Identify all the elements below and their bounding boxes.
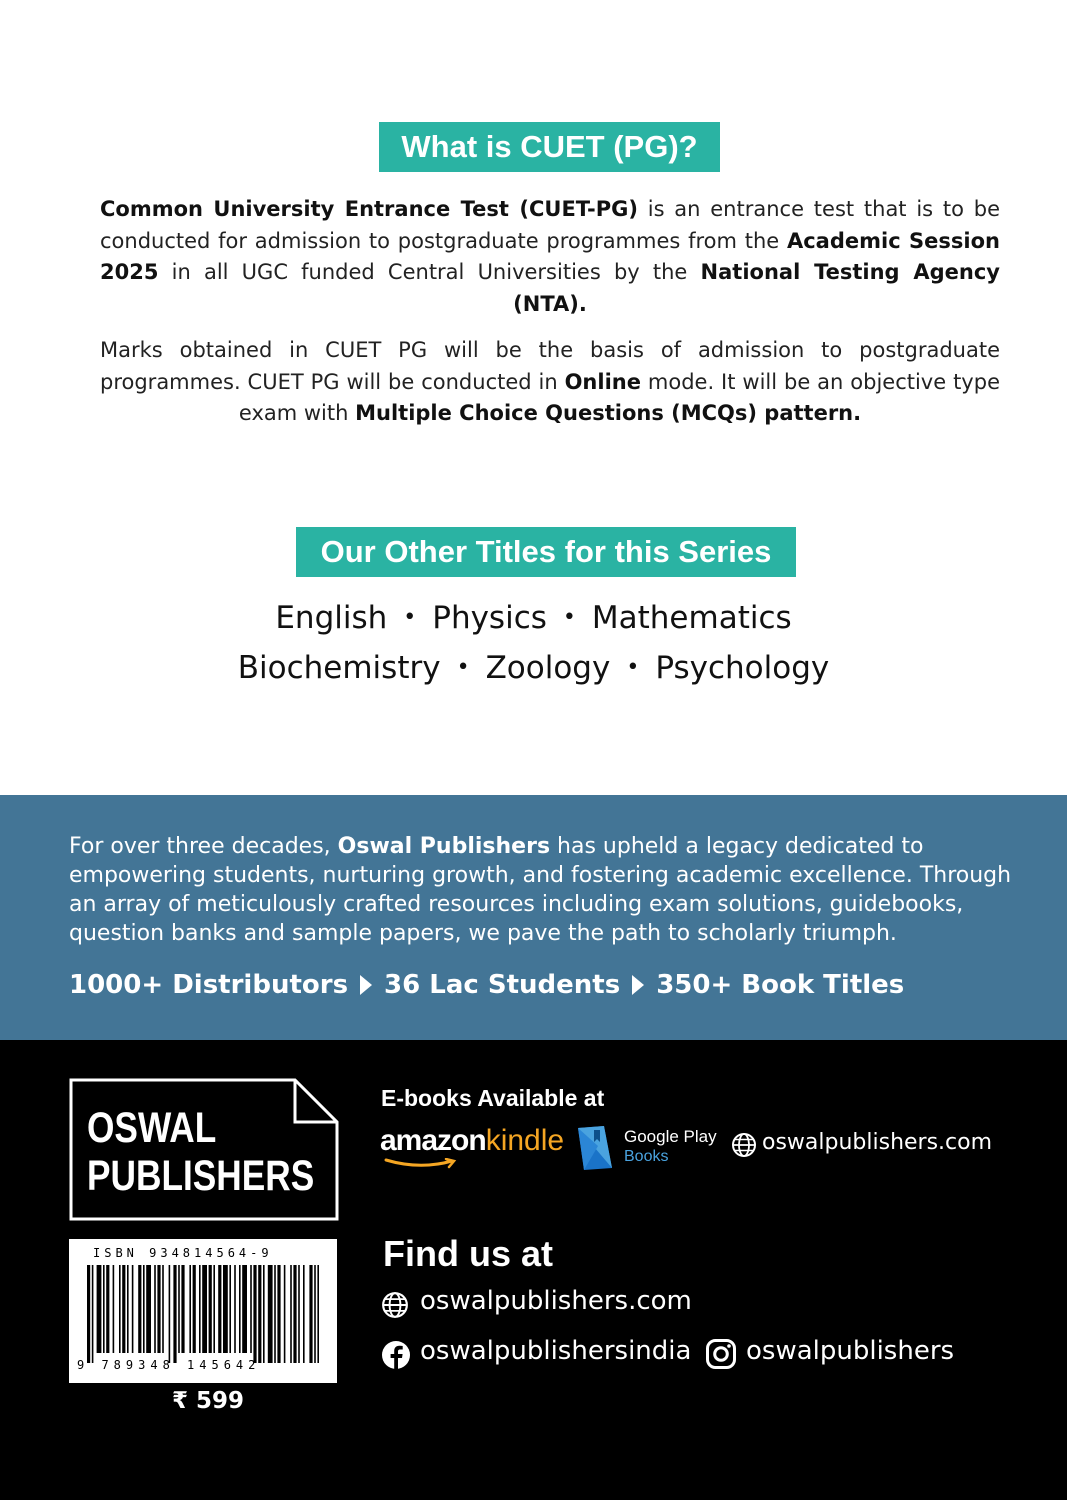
body-text: in all UGC funded Central Universities by the: [158, 260, 701, 284]
google-play-text: Google Play: [624, 1127, 717, 1146]
ebooks-heading: E-books Available at: [381, 1085, 605, 1111]
barcode-bars-icon: [87, 1265, 319, 1363]
find-us-heading: Find us at: [383, 1233, 553, 1274]
cuet-description-paragraph: [100, 194, 1000, 320]
website-link[interactable]: oswalpublishers.com: [420, 1286, 692, 1316]
amazon-smile-icon: [382, 1158, 462, 1170]
body-text: For over three decades,: [69, 834, 338, 859]
other-titles-heading-tag: Our Other Titles for this Series: [296, 527, 796, 577]
title-physics: Physics: [432, 600, 547, 636]
bold-text: Online: [564, 369, 641, 394]
barcode-digits: 9 789348 145642: [77, 1358, 261, 1372]
oswal-publishers-logo: [69, 1078, 339, 1221]
title-mathematics: Mathematics: [591, 600, 792, 636]
amazon-wordmark: amazon: [380, 1124, 486, 1157]
body-text: is an entrance test that is to be conducted for admission to postgraduate programmes from the: [100, 197, 1000, 253]
amazon-kindle-logo[interactable]: [380, 1124, 564, 1158]
bullet-separator: •: [562, 605, 576, 630]
body-text: mode. It will be an objective type exam with: [238, 369, 1000, 425]
logo-line-1: OSWAL: [87, 1104, 217, 1152]
body-text: has upheld a legacy dedicated to empowering students, nurturing growth, and fostering academic excellence. Through an array of meticulously crafted resources including exam solutions, guidebooks, question banks and sample papers, we pave the path to scholarly triumph.: [69, 834, 1012, 946]
instagram-handle-link[interactable]: oswalpublishers: [746, 1336, 955, 1366]
instagram-icon: [705, 1338, 737, 1370]
title-zoology: Zoology: [485, 650, 611, 686]
kindle-wordmark: kindle: [485, 1124, 565, 1157]
bullet-separator: •: [626, 655, 640, 680]
cuet-marks-paragraph: [100, 335, 1000, 430]
isbn-barcode: [69, 1239, 337, 1383]
bold-text: Common University Entrance Test (CUET-PG): [100, 197, 638, 221]
stat-students: 36 Lac Students: [384, 970, 621, 1000]
title-psychology: Psychology: [655, 650, 830, 686]
facebook-handle-link[interactable]: oswalpublishersindia: [420, 1336, 692, 1366]
facebook-icon: [381, 1340, 411, 1370]
series-titles-row-1: [0, 600, 1067, 636]
stat-distributors: 1000+ Distributors: [69, 970, 349, 1000]
bold-text: Academic Session 2025: [100, 228, 1001, 284]
google-play-books-label: [624, 1127, 717, 1167]
bullet-separator: •: [403, 605, 417, 630]
stat-book-titles: 350+ Book Titles: [656, 970, 905, 1000]
price-label: ₹ 599: [172, 1388, 245, 1414]
google-play-books-icon[interactable]: [574, 1124, 616, 1172]
logo-line-2: PUBLISHERS: [87, 1152, 315, 1200]
title-biochemistry: Biochemistry: [237, 650, 441, 686]
body-text: Marks obtained in CUET PG will be the basis of admission to postgraduate programmes. CUET PG will be conducted in: [100, 338, 1000, 394]
publisher-stats: [69, 970, 904, 1000]
isbn-text: ISBN 934814564-9: [93, 1246, 273, 1260]
series-titles-row-2: [0, 650, 1067, 686]
globe-icon: [381, 1291, 409, 1319]
title-english: English: [275, 600, 388, 636]
bold-text: National Testing Agency (NTA).: [513, 260, 1001, 316]
about-publisher-text: [69, 832, 1014, 948]
arrow-right-icon: [632, 975, 644, 995]
globe-icon: [731, 1132, 757, 1158]
bold-text: Multiple Choice Questions (MCQs) pattern.: [355, 401, 862, 425]
bullet-separator: •: [456, 655, 470, 680]
publisher-name: Oswal Publishers: [337, 834, 551, 859]
cuet-heading-tag: What is CUET (PG)?: [379, 122, 720, 172]
ebooks-website-link[interactable]: oswalpublishers.com: [762, 1130, 993, 1155]
books-text: Books: [624, 1148, 669, 1165]
arrow-right-icon: [360, 975, 372, 995]
